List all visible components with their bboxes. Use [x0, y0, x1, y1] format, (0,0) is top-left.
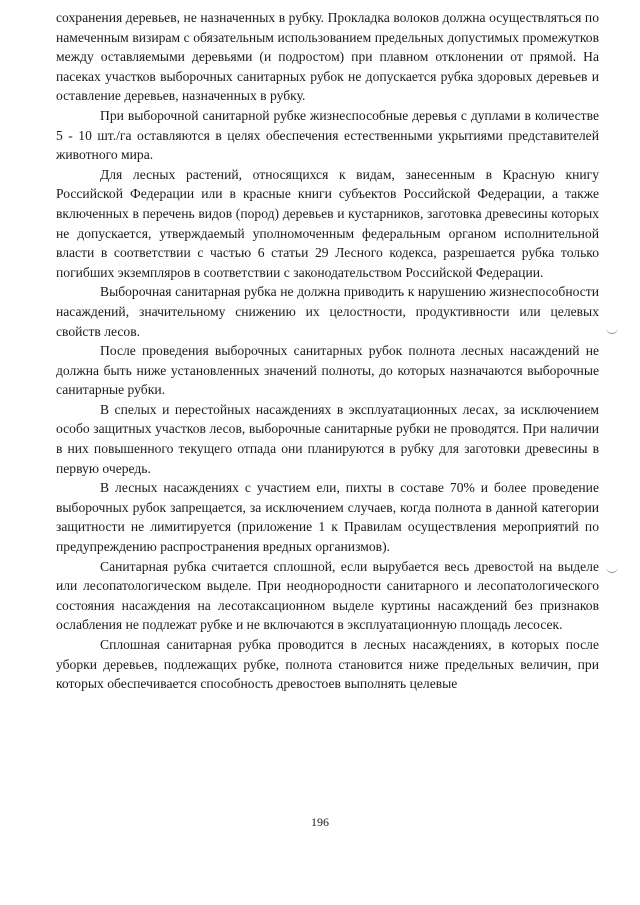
- margin-scan-mark: [606, 566, 618, 573]
- page-number: 196: [311, 815, 329, 829]
- paragraph-5: После проведения выборочных санитарных рубок полнота лесных насаждений не должна быть ниже установленных значений полноты, до которых назначаются выборочные санитарные рубки.: [56, 343, 599, 398]
- paragraph-1: сохранения деревьев, не назначенных в рубку. Прокладка волоков должна осуществляться по намеченным визирам с обязательным использованием предельных допустимых промежутков между оставляемыми деревьями (и подростом) при плавном отклонении от прямой. На пасеках участков выборочных санитарных рубок не допускается рубка здоровых деревьев и оставление деревьев, назначенных в рубку.: [56, 10, 599, 104]
- paragraph-2: При выборочной санитарной рубке жизнеспособные деревья с дуплами в количестве 5 - 10 шт./га оставляются в целях обеспечения естественными укрытиями представителей животного мира.: [56, 107, 599, 163]
- paragraph-6: В спелых и перестойных насаждениях в эксплуатационных лесах, за исключением особо защитных участков лесов, выборочные санитарные рубки не проводятся. При наличии в них повышенного текущего отпада они планируются в рубку для заготовки древесины в первую очередь.: [56, 401, 599, 476]
- paragraph-8: Санитарная рубка считается сплошной, если вырубается весь древостой на выделе или лесопатологическом выделе. При неоднородности санитарного и лесопатологического состояния насаждения на лесотаксационном выделе куртины насаждений без признаков ослабления не подлежат рубке и не включаются в эксплуатационную площадь лесосек.: [56, 558, 599, 633]
- document-body: [56, 8, 599, 694]
- paragraph-3: Для лесных растений, относящихся к видам, занесенным в Красную книгу Российской Федерации или в красные книги субъектов Российской Федерации, а также включенных в перечень видов (пород) деревьев и кустарников, заготовка древесины которых не допускается, утверждаемый уполномоченным федеральным органом исполнительной власти в соответствии с частью 6 статьи 29 Лесного кодекса, разрешается рубка только погибших экземпляров в соответствии с законодательством Российской Федерации.: [56, 166, 599, 280]
- paragraph-9: Сплошная санитарная рубка проводится в лесных насаждениях, в которых после уборки деревьев, подлежащих рубке, полнота становится ниже предельных величин, при которых обеспечивается способность древостоев выполнять целевые: [56, 637, 599, 692]
- margin-scan-mark: [606, 327, 618, 334]
- paragraph-4: Выборочная санитарная рубка не должна приводить к нарушению жизнеспособности насаждений, значительному снижению их целостности, продуктивности или целевых свойств лесов.: [56, 284, 599, 339]
- paragraph-7: В лесных насаждениях с участием ели, пихты в составе 70% и более проведение выборочных рубок запрещается, за исключением случаев, когда полнота в данной категории защитности не лимитируется (приложение 1 к Правилам осуществления мероприятий по предупреждению распространения вредных организмов).: [56, 480, 599, 555]
